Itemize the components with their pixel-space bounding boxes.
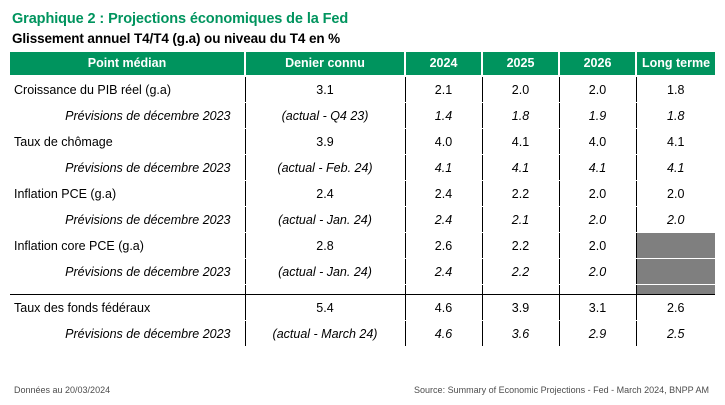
row-value-2026: 3.1 — [559, 295, 636, 321]
footer — [10, 385, 715, 399]
footer-date: Données au 20/03/2024 — [14, 385, 111, 395]
table-row — [10, 76, 715, 103]
row-value-last-known: (actual - Jan. 24) — [245, 259, 405, 285]
row-label: Croissance du PIB réel (g.a) — [10, 76, 245, 103]
row-label: Prévisions de décembre 2023 — [10, 207, 245, 233]
row-label: Prévisions de décembre 2023 — [10, 155, 245, 181]
row-value-2024: 2.6 — [405, 233, 482, 259]
row-value-long-term: 2.6 — [636, 295, 715, 321]
row-value-2025: 3.9 — [482, 295, 559, 321]
row-value-last-known: 3.1 — [245, 76, 405, 103]
table-header-row — [10, 52, 715, 76]
table-row — [10, 207, 715, 233]
row-label: Inflation PCE (g.a) — [10, 181, 245, 207]
table-row — [10, 129, 715, 155]
row-value-last-known: 2.4 — [245, 181, 405, 207]
spacer-cell — [245, 285, 405, 295]
row-value-2026: 4.0 — [559, 129, 636, 155]
row-value-2024: 4.0 — [405, 129, 482, 155]
spacer-cell — [405, 285, 482, 295]
row-value-long-term: 4.1 — [636, 129, 715, 155]
row-value-2026: 2.0 — [559, 259, 636, 285]
row-label: Prévisions de décembre 2023 — [10, 259, 245, 285]
row-value-2026: 1.9 — [559, 103, 636, 129]
row-value-2026: 2.9 — [559, 321, 636, 347]
row-value-2026: 2.0 — [559, 233, 636, 259]
row-value-2026: 2.0 — [559, 207, 636, 233]
row-label: Inflation core PCE (g.a) — [10, 233, 245, 259]
row-value-2024: 2.4 — [405, 181, 482, 207]
row-value-2025: 2.0 — [482, 76, 559, 103]
page-subtitle: Glissement annuel T4/T4 (g.a) ou niveau du T4 en % — [12, 31, 341, 46]
row-value-2025: 3.6 — [482, 321, 559, 347]
row-value-long-term-empty — [636, 259, 715, 285]
row-value-long-term: 1.8 — [636, 76, 715, 103]
column-header-long-term: Long terme — [636, 52, 715, 76]
row-value-2024: 1.4 — [405, 103, 482, 129]
row-label: Prévisions de décembre 2023 — [10, 321, 245, 347]
spacer-cell — [10, 285, 245, 295]
row-value-2025: 4.1 — [482, 129, 559, 155]
table-row — [10, 155, 715, 181]
row-label: Taux des fonds fédéraux — [10, 295, 245, 321]
row-value-last-known: 5.4 — [245, 295, 405, 321]
row-value-last-known: (actual - Q4 23) — [245, 103, 405, 129]
row-value-2026: 4.1 — [559, 155, 636, 181]
page-title: Graphique 2 : Projections économiques de la Fed — [12, 11, 349, 27]
table-row — [10, 295, 715, 321]
table-row — [10, 233, 715, 259]
row-value-2025: 1.8 — [482, 103, 559, 129]
table-container — [10, 52, 715, 347]
table-spacer-row — [10, 285, 715, 295]
spacer-cell — [559, 285, 636, 295]
row-value-2024: 2.1 — [405, 76, 482, 103]
fed-projections-table — [10, 52, 715, 347]
row-value-2025: 4.1 — [482, 155, 559, 181]
row-value-long-term: 2.0 — [636, 207, 715, 233]
column-header-2024: 2024 — [405, 52, 482, 76]
row-label: Taux de chômage — [10, 129, 245, 155]
row-value-2025: 2.2 — [482, 181, 559, 207]
table-row — [10, 103, 715, 129]
row-value-2025: 2.1 — [482, 207, 559, 233]
row-value-2024: 2.4 — [405, 207, 482, 233]
row-value-2024: 2.4 — [405, 259, 482, 285]
footer-source: Source: Summary of Economic Projections - Fed - March 2024, BNPP AM — [414, 385, 709, 395]
column-header-point-median: Point médian — [10, 52, 245, 76]
row-value-last-known: (actual - Jan. 24) — [245, 207, 405, 233]
table-header — [10, 52, 715, 76]
row-value-last-known: 3.9 — [245, 129, 405, 155]
column-header-last-known: Denier connu — [245, 52, 405, 76]
row-value-last-known: (actual - March 24) — [245, 321, 405, 347]
row-value-long-term: 2.0 — [636, 181, 715, 207]
table-row — [10, 321, 715, 347]
row-label: Prévisions de décembre 2023 — [10, 103, 245, 129]
table-body — [10, 76, 715, 347]
table-row — [10, 259, 715, 285]
row-value-long-term-empty — [636, 233, 715, 259]
row-value-last-known: (actual - Feb. 24) — [245, 155, 405, 181]
row-value-2025: 2.2 — [482, 233, 559, 259]
row-value-2024: 4.6 — [405, 321, 482, 347]
column-header-2025: 2025 — [482, 52, 559, 76]
row-value-2026: 2.0 — [559, 76, 636, 103]
row-value-long-term: 2.5 — [636, 321, 715, 347]
column-header-2026: 2026 — [559, 52, 636, 76]
spacer-cell — [482, 285, 559, 295]
row-value-long-term: 4.1 — [636, 155, 715, 181]
row-value-last-known: 2.8 — [245, 233, 405, 259]
row-value-2026: 2.0 — [559, 181, 636, 207]
row-value-long-term: 1.8 — [636, 103, 715, 129]
spacer-cell — [636, 285, 715, 295]
row-value-2024: 4.6 — [405, 295, 482, 321]
row-value-2024: 4.1 — [405, 155, 482, 181]
row-value-2025: 2.2 — [482, 259, 559, 285]
table-row — [10, 181, 715, 207]
